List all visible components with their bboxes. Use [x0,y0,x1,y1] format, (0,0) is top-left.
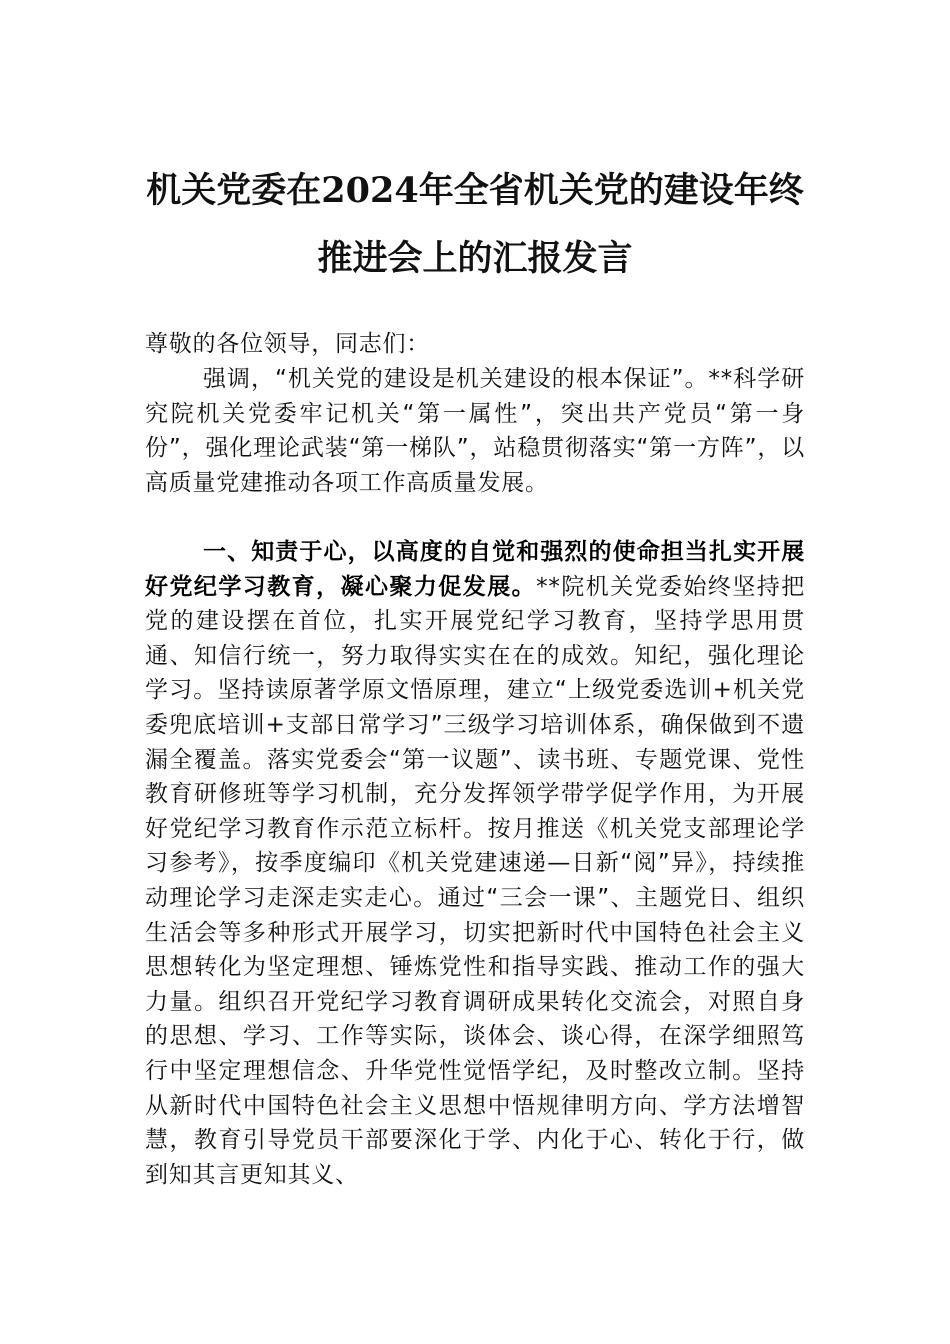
document-title-line-2: 推进会上的汇报发言 [317,238,633,279]
paragraph-intro: 强调，“机关党的建设是机关建设的根本保证”。**科学研究院机关党委牢记机关“第一属性”，突出共产党员“第一身份”，强化理论武装“第一梯队”，站稳贯彻落实“第一方阵”，以高质量党建推动各项工作高质量发展。 [145,366,805,496]
section-one-heading: 一、知责于心，以高度的自觉和强烈的使命担当扎实开展好党纪学习教育，凝心聚力促发展。 [145,539,805,600]
document-title-line-1: 机关党委在2024年全省机关党的建设年终 [146,170,804,211]
paragraph-section-one [145,535,805,1192]
salutation: 尊敬的各位领导，同志们： [145,331,430,357]
section-one-body: **院机关党委始终坚持把党的建设摆在首位，扎实开展党纪学习教育，坚持学思用贯通、知信行统一，努力取得实实在在的成效。知纪，强化理论学习。坚持读原著学原文悟原理，建立“上级党委选训+机关党委兜底培训+支部日常学习”三级学习培训体系，确保做到不遗漏全覆盖。落实党委会“第一议题”、读书班、专题党课、党性教育研修班等学习机制，充分发挥领学带学促学作用，为开展好党纪学习教育作示范立标杆。按月推送《机关党支部理论学习参考》，按季度编印《机关党建速递—日新“阅”异》，持续推动理论学习走深走实走心。通过“三会一课”、主题党日、组织生活会等多种形式开展学习，切实把新时代中国特色社会主义思想转化为坚定理想、锤炼党性和指导实践、推动工作的强大力量。组织召开党纪学习教育调研成果转化交流会，对照自身的思想、学习、工作等实际，谈体会、谈心得，在深学细照笃行中坚定理想信念、升华党性觉悟学纪，及时整改立制。坚持从新时代中国特色社会主义思想中悟规律明方向、学方法增智慧，教育引导党员干部要深化于学、内化于心、转化于行，做到知其言更知其义、 [145,573,806,1188]
